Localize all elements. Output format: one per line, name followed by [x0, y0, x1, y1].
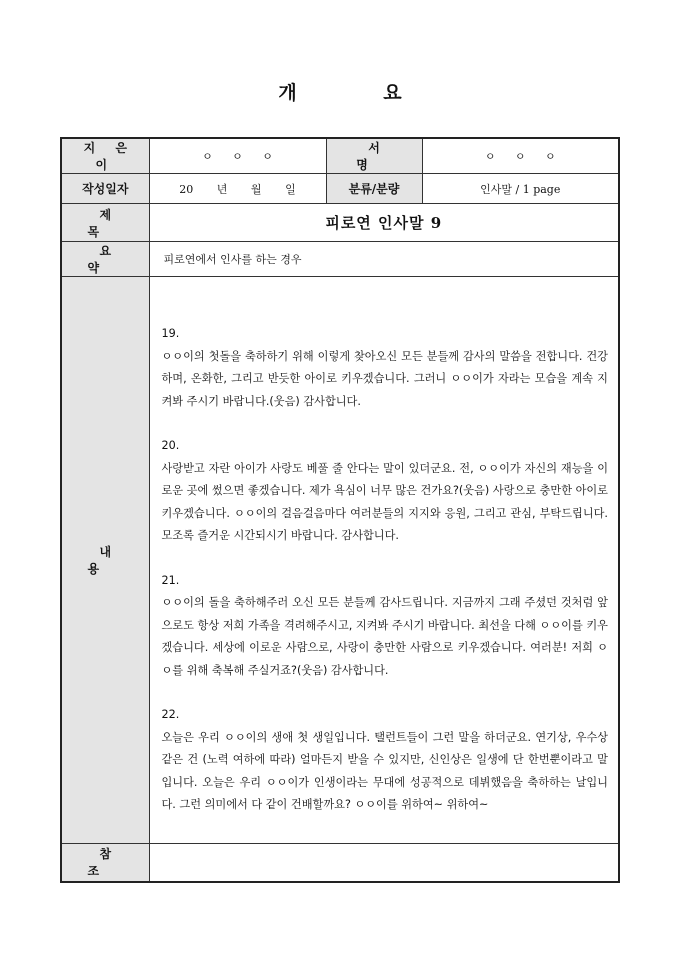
greeting-entry-19: [162, 323, 609, 413]
reference-row: [61, 844, 619, 882]
date-day-unit: 일: [285, 182, 296, 196]
reference-value: [149, 844, 619, 882]
entry-number: 21.: [161, 573, 180, 587]
greeting-entry-21: [162, 570, 609, 683]
date-year: 20: [179, 182, 194, 196]
date-value: [149, 174, 326, 204]
entry-text: ㅇㅇ이의 첫돌을 축하하기 위해 이렇게 찾아오신 모든 분들께 감사의 말씀을 전합니다. 건강하며, 온화한, 그리고 반듯한 아이로 키우겠습니다. 그러니 ㅇㅇ이가 자라는 모습을 계속 지켜봐 주시기 바랍니다.(웃음) 감사합니다.: [161, 349, 608, 408]
entry-text: ㅇㅇ이의 돌을 축하해주러 오신 모든 분들께 감사드립니다. 지금까지 그래 주셨던 것처럼 앞으로도 항상 저희 가족을 격려해주시고, 지켜봐 주시기 바랍니다. 최선을 다해 ㅇㅇ이를 키우겠습니다. 세상에 이로운 사람으로, 사랑이 충만한 사람으로 키우겠습니다. 여러분! 저희 ㅇㅇ를 위해 축복해 주실거죠?(웃음) 감사합니다.: [161, 596, 608, 677]
date-label: 작성일자: [61, 174, 149, 204]
summary-row: [61, 242, 619, 277]
entry-text: 사랑받고 자란 아이가 사랑도 베풀 줄 안다는 말이 있더군요. 전, ㅇㅇ이가 자신의 재능을 이로운 곳에 썼으면 좋겠습니다. 제가 욕심이 너무 많은 건가요?(웃음) 사랑으로 충만한 아이로 키우겠습니다. ㅇㅇ이의 걸음걸음마다 여러분들의 지지와 응원, 그리고 관심, 부탁드립니다. 모조록 즐거운 시간되시기 바랍니다. 감사합니다.: [161, 461, 608, 542]
subject-label: 제 목: [61, 204, 149, 242]
author-value: ㅇ ㅇ ㅇ: [149, 138, 326, 174]
subject-row: [61, 204, 619, 242]
greeting-entry-22: [162, 704, 609, 817]
entry-number: 22.: [161, 708, 180, 721]
category-label: 분류/분량: [326, 174, 422, 204]
subject-value: 피로연 인사말 9: [149, 204, 619, 242]
signature-label: 서 명: [326, 138, 422, 174]
date-year-unit: 년: [216, 182, 228, 196]
summary-value: 피로연에서 인사를 하는 경우: [149, 242, 619, 277]
author-row: [61, 138, 619, 174]
entry-number: 20.: [161, 439, 180, 452]
entry-text: 오늘은 우리 ㅇㅇ이의 생애 첫 생일입니다. 탤런트들이 그런 말을 하더군요. 연기상, 우수상 같은 건 (노력 여하에 따라) 얼마든지 받을 수 있지만, 신인상은 일생에 단 한번뿐이라고 말입니다. 오늘은 우리 ㅇㅇ이가 인생이라는 무대에 성공적으로 데뷔했음을 축하하는 날입니다. 그런 의미에서 다 같이 건배할까요? ㅇㅇ이를 위하여~ 위하여~: [161, 730, 608, 811]
date-row: [61, 174, 619, 204]
summary-label: 요 약: [61, 242, 149, 277]
date-month-unit: 월: [250, 182, 262, 196]
content-label: 내 용: [61, 277, 149, 844]
signature-value: ㅇ ㅇ ㅇ: [422, 138, 619, 174]
reference-label: 참 조: [61, 844, 149, 882]
author-label: 지 은 이: [61, 138, 149, 174]
category-value: 인사말 / 1 page: [422, 174, 619, 204]
entry-number: 19.: [161, 327, 180, 340]
document-title: 개 요: [278, 82, 442, 104]
summary-form-table: [60, 137, 620, 883]
content-body: [149, 277, 619, 844]
greeting-entry-20: [162, 435, 609, 548]
content-row: [61, 277, 619, 844]
